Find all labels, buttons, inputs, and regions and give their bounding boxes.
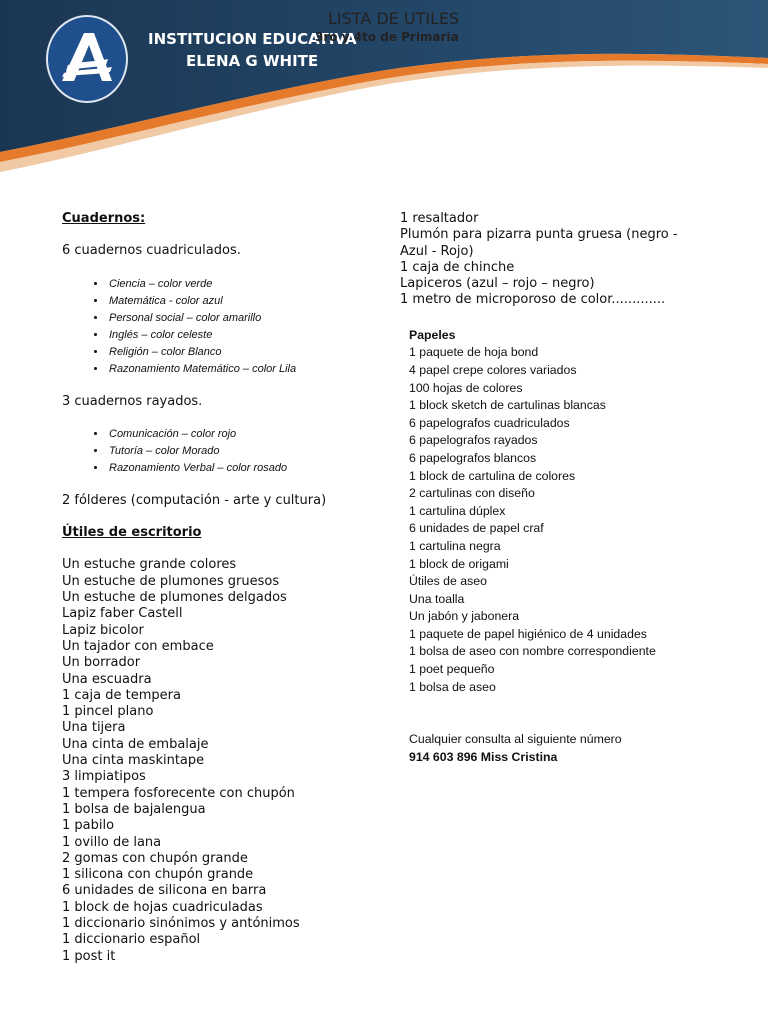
list-item: Lapiz bicolor [62, 622, 144, 638]
utiles-list [62, 557, 382, 964]
list-item: 100 hojas de colores [409, 380, 523, 395]
list-item: Una toalla [409, 591, 465, 606]
list-item: 1 diccionario español [62, 932, 201, 948]
list-item: Un jabón y jabonera [409, 609, 520, 624]
folderes-line: 2 fólderes (computación - arte y cultura) [62, 492, 327, 508]
list-item: Un estuche de plumones gruesos [62, 573, 280, 589]
list-item: Un estuche grande colores [62, 557, 237, 573]
document-subtitle: 3ro y 4to de Primaria [315, 30, 459, 44]
list-item: 1 pincel plano [62, 704, 154, 720]
list-item: 1 ovillo de lana [62, 834, 162, 850]
list-item: 4 papel crepe colores variados [409, 362, 577, 377]
list-item: Azul - Rojo) [400, 243, 474, 259]
list-item: 1 post it [62, 948, 116, 964]
list-item: 1 pabilo [62, 818, 115, 834]
list-item: • Matemática - color azul [107, 293, 382, 310]
list-item: 1 diccionario sinónimos y antónimos [62, 916, 300, 932]
list-item: 1 block de hojas cuadriculadas [62, 899, 263, 915]
top-items-list [400, 211, 700, 309]
list-item: 1 bolsa de bajalengua [62, 801, 206, 817]
list-item: • Personal social – color amarillo [107, 310, 382, 327]
list-item: Una escuadra [62, 671, 152, 687]
list-item: 6 papelografos rayados [409, 433, 538, 448]
list-item: 1 metro de microporoso de color............. [400, 292, 666, 308]
list-item: 6 papelografos cuadriculados [409, 415, 570, 430]
papeles-section [400, 327, 700, 767]
cuadriculados-list [62, 276, 382, 378]
list-item: Un estuche de plumones delgados [62, 590, 287, 606]
header-banner [0, 0, 768, 175]
left-column [62, 211, 382, 965]
rayados-list [62, 426, 382, 477]
list-item: 1 caja de tempera [62, 687, 181, 703]
right-column [400, 211, 700, 766]
list-item: 1 resaltador [400, 211, 479, 226]
list-item: 1 poet pequeño [409, 662, 495, 677]
list-item: • Comunicación – color rojo [107, 426, 382, 443]
list-item: 6 unidades de papel craf [409, 521, 544, 536]
list-item: Una cinta de embalaje [62, 736, 209, 752]
list-item: 1 block sketch de cartulinas blancas [409, 398, 606, 413]
rayados-line: 3 cuadernos rayados. [62, 393, 203, 409]
list-item: • Tutoría – color Morado [107, 443, 382, 460]
list-item: Lapiceros (azul – rojo – negro) [400, 276, 595, 292]
list-item: 1 bolsa de aseo [409, 679, 496, 694]
list-item: 3 limpiatipos [62, 769, 146, 785]
list-item: 1 caja de chinche [400, 259, 515, 275]
list-item: 1 bolsa de aseo con nombre correspondiente [409, 644, 656, 659]
list-item: 1 silicona con chupón grande [62, 867, 254, 883]
list-item: • Ciencia – color verde [107, 276, 382, 293]
letter-a-logo-icon [46, 15, 128, 103]
list-item: 6 papelografos blancos [409, 450, 537, 465]
list-item: 2 gomas con chupón grande [62, 850, 248, 866]
list-item: Un tajador con embace [62, 638, 214, 654]
list-item: Útiles de aseo [409, 574, 487, 589]
list-item: Lapiz faber Castell [62, 606, 183, 622]
list-item: • Razonamiento Verbal – color rosado [107, 460, 382, 477]
consulta-text: Cualquier consulta al siguiente número [409, 732, 622, 747]
list-item: 2 cartulinas con diseño [409, 486, 535, 501]
list-item: Un borrador [62, 655, 141, 671]
list-item: Una cinta maskintape [62, 753, 205, 769]
list-item: 1 cartulina dúplex [409, 503, 506, 518]
list-item: • Religión – color Blanco [107, 344, 382, 361]
school-name-line1: INSTITUCION EDUCATIVA [148, 30, 357, 48]
list-item: • Razonamiento Matemático – color Lila [107, 361, 382, 378]
list-item: Plumón para pizarra punta gruesa (negro - [400, 227, 678, 243]
contact-number: 914 603 896 Miss Cristina [409, 749, 558, 764]
papeles-heading: Papeles [409, 327, 456, 342]
list-item: 1 paquete de papel higiénico de 4 unidades [409, 626, 647, 641]
list-item: 1 block de cartulina de colores [409, 468, 576, 483]
list-item: 1 paquete de hoja bond [409, 345, 539, 360]
cuadriculados-line: 6 cuadernos cuadriculados. [62, 243, 241, 259]
list-item: 6 unidades de silicona en barra [62, 883, 267, 899]
list-item: 1 cartulina negra [409, 538, 501, 553]
list-item: 1 block de origami [409, 556, 509, 571]
school-name-line2: ELENA G WHITE [186, 52, 319, 70]
list-item: • Inglés – color celeste [107, 327, 382, 344]
document-title: LISTA DE UTILES [328, 9, 460, 28]
list-item: 1 tempera fosforecente con chupón [62, 785, 295, 801]
cuadernos-heading: Cuadernos: [62, 211, 146, 226]
utiles-heading: Útiles de escritorio [62, 525, 202, 541]
list-item: Una tijera [62, 720, 126, 736]
